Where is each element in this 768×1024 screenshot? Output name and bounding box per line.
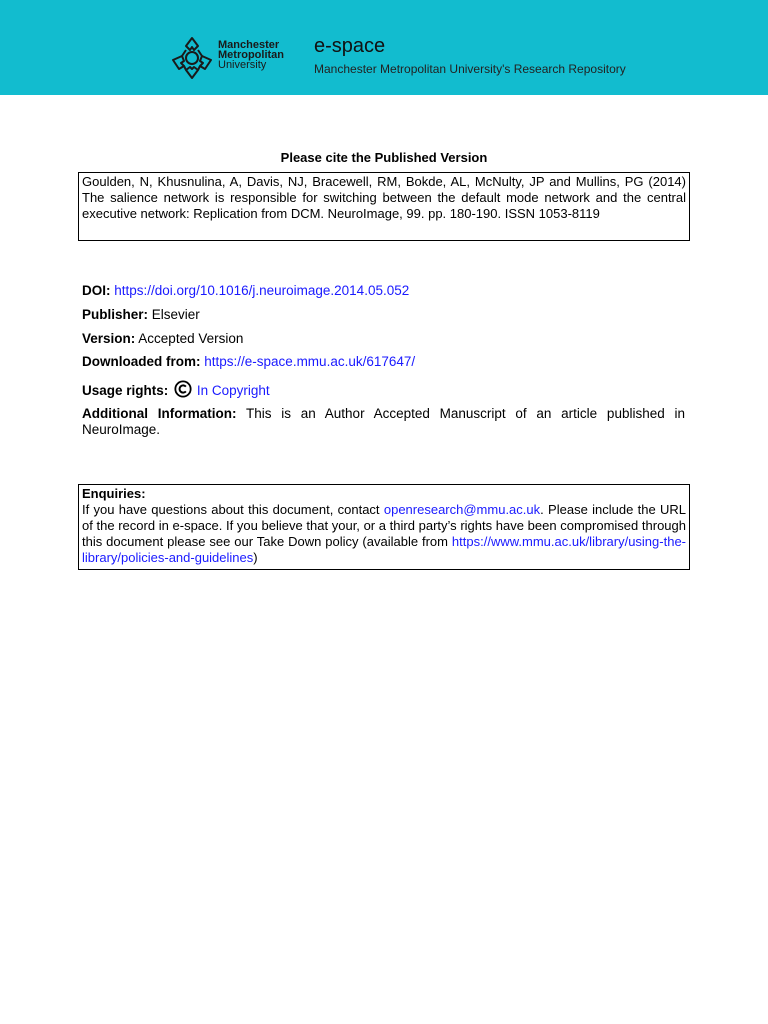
doi-link[interactable]: https://doi.org/10.1016/j.neuroimage.2014.05.052	[114, 283, 410, 298]
cite-heading: Please cite the Published Version	[280, 150, 488, 165]
doi-label: DOI:	[82, 283, 111, 298]
university-logo-icon	[171, 36, 213, 80]
enquiries-box	[78, 484, 690, 570]
doi-row	[82, 282, 409, 299]
downloaded-label: Downloaded from:	[82, 354, 201, 369]
logo-line-1: Manchester	[218, 39, 280, 51]
usage-label: Usage rights:	[82, 383, 169, 398]
citation-text: Goulden, N, Khusnulina, A, Davis, NJ, Bracewell, RM, Bokde, AL, McNulty, JP and Mullins, PG (2014) The salience network is responsible for switching between the default mode network and the central executive network: Replication from DCM. NeuroImage, 99. pp. 180-190. ISSN 1053-8119	[82, 174, 686, 221]
citation-box	[78, 172, 690, 241]
version-label: Version:	[82, 331, 136, 346]
repository-title: e-space	[314, 35, 386, 57]
enquiries-text-3: )	[253, 550, 258, 565]
record-link[interactable]: https://e-space.mmu.ac.uk/617647/	[204, 354, 416, 369]
enquiries-label: Enquiries:	[82, 486, 146, 501]
enquiries-text-1: If you have questions about this document, contact	[82, 502, 384, 517]
addinfo-value: This is an Author Accepted Manuscript of an article published in NeuroImage.	[82, 406, 685, 437]
logo-line-3: University	[218, 59, 267, 71]
copyright-icon	[174, 380, 192, 398]
addinfo-label: Additional Information:	[82, 406, 237, 421]
version-row	[82, 330, 243, 347]
in-copyright-link[interactable]: In Copyright	[196, 383, 270, 398]
additional-info-row	[82, 406, 685, 438]
university-logo-text	[218, 40, 284, 70]
publisher-label: Publisher:	[82, 307, 149, 322]
enquiries-text	[82, 502, 686, 566]
contact-email-link[interactable]: openresearch@mmu.ac.uk	[383, 502, 541, 517]
header-banner	[0, 0, 768, 95]
logo-line-2: Metropolitan	[218, 49, 284, 61]
enquiries-text-2: . Please include the URL of the record in e-space. If you believe that your, or a third party’s rights have been compromised through this document please see our Take Down policy (available from	[82, 502, 686, 549]
policy-link[interactable]: https://www.mmu.ac.uk/library/using-the-library/policies-and-guidelines	[82, 534, 686, 565]
publisher-row	[82, 306, 200, 323]
usage-row	[82, 380, 270, 399]
repository-subtitle: Manchester Metropolitan University's Research Repository	[314, 62, 626, 76]
version-value: Accepted Version	[138, 331, 244, 346]
publisher-value: Elsevier	[151, 307, 200, 322]
downloaded-row	[82, 353, 415, 370]
